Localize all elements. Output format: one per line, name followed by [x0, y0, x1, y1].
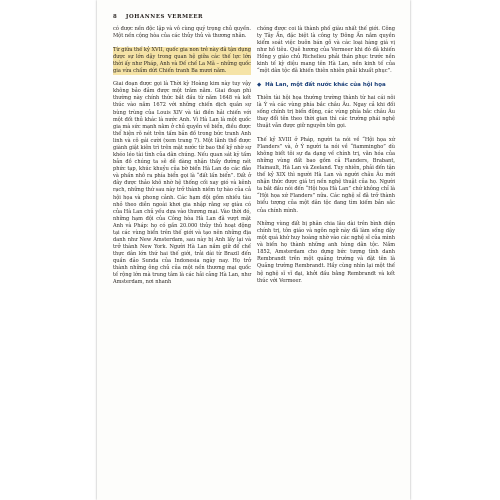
paragraph: Thế kỷ XVIII ở Pháp, người ta nói về “Hội họa xứ Flanders” và, ở Ý người ta nói về “fiammingho” dù không biết tôi sự đa dạng về chính trị, văn hóa của những vùng đất bao gồm cả Flanders, Brabant, Hainault, Hà Lan và Zeeland. Tuy nhiên, phải đến tận thế kỷ XIX thì người Hà Lan và người châu Âu mới nhận thức được giá trị nền nghệ thuật của họ. Người ta bắt đầu nói đến “Hội họa Hà Lan” chứ không chỉ là “Hội họa xứ Flanders” nữa. Các nghệ sĩ đã trở thành biểu tượng của một dân tộc đang tìm kiếm bản sắc của chính mình.: [257, 136, 395, 214]
running-header: [113, 14, 203, 20]
paragraph: chóng được coi là thành phố giàu nhất thế giới. Công ty Tây Ấn, đặc biệt là công ty Đông Ấn nắm quyền kiểm soát việc buôn bán gỗ và các loại hàng giá vị như hồ tiêu. Quê hương của Vermeer khi đó đã khiến Hồng y giáo chủ Richelieu phải thán phục trước nền kinh tế kỳ diệu mang tên Hà Lan, nền kinh tế của “một dân tộc đã khiến thiên nhiên phải khuất phục”.: [257, 26, 395, 75]
book-page: [97, 0, 410, 500]
paragraph: Thiên tài hội họa thường trường thành từ hai cái nôi là Ý và các vùng phía bắc châu Âu. Ngay cả khi đối sống chính trị biến động, các vùng phía bắc châu Âu thay đổi tên theo thời gian thì các trường phái nghệ thuật vẫn được giữ nguyên tên gọi.: [257, 94, 395, 130]
right-column: [257, 26, 395, 285]
diamond-bullet-icon: ◆: [257, 81, 262, 88]
section-title: Hà Lan, một đất nước khác của hội họa: [265, 81, 386, 88]
left-column: [113, 26, 251, 287]
paragraph: Từ giữa thế kỷ XVII, quốc gia non trẻ này đã tận dụng được sự lớn dậy trong quan hệ giữa các thế lực lớn thời ấy như Pháp, Anh và Đế chế La Mã – những quốc gia vừa chấm dứt Chiến tranh Ba mươi năm.: [113, 46, 251, 74]
paragraph: Giai đoạn được gọi là Thời kỳ Hoàng kim này tuy vậy không bảo đảm được một trăm năm. Giai đoạn phì thường này chính thức bắt đầu từ năm 1648 và kết thúc vào năm 1672 với những chiến dịch quân sự bùng trùng của Louis XIV và tài điền hải chiến với một đối thủ khác là nước Anh. Vì Hà Lan là một quốc gia mà sức mạnh nằm ở chủ quyền về biển, điều được thể hiện rõ nét trên tấm bản đồ trong bức tranh Anh linh và cô gái cười (xem trang 7). Một lãnh thổ được giành giật kiên trì trên mặt nước từ bao thế kỷ nhờ sự khéo léo tài tình của dân chúng. Nếu quan sát kỹ tấm bản đồ chúng ta sẽ dễ dàng nhận thấy đường nét phức tạp, khúc khuỷu của bờ biển Hà Lan do các đảo và phần nhô ra phía biển gọi là “đất lấn biển”. Đất ở đây được thảo khô nhờ hệ thống cối xay gió và kênh rạch, những thứ sau này trở thành niềm tự hào của cả hội họa và phong cảnh. Các hạm đội gồm nhiều tàu nhỏ theo diễn ngoài khơi gia nhập rằng sự giàu có của Hà Lan chủ yếu dựa vào thương mại. Vào thời đó, những hạm đội của Công hòa Hà Lan đã vượt mặt Anh và Pháp: họ có gần 20.000 thủy thủ hoạt động tại các vùng biển trên thế giới và tạo nên những địa danh như New Amsterdam, sau này bị Anh lấy lại và trở thành New York. Người Hà Lan nắm giữ để chế thực dân lớn thứ hai thế giới, trải dài từ Brazil đến quần đảo Sunda của Indonesia ngày nay. Họ trở thành những ông chủ của một nền thương mại quốc tế rộng lớn mà trung tâm là các hải cảng Hà Lan, như Amsterdam, nơi nhanh: [113, 81, 251, 286]
paragraph: Những vùng đất bị phân chia lâu dài trên bình diện chính trị, tôn giáo và ngôn ngữ này đã làm sống dậy một quá khứ huy hoàng nhờ vào các nghệ sĩ của mình và biến họ thành những anh hùng dân tộc. Năm 1852, Amsterdam cho dựng bức tượng tính danh Rembrandt trên một quảng trường và đặt tên là Quảng trường Rembrandt. Hầy cùng nhìn lại một thế hệ nghệ sĩ vĩ đại, khởi đầu bằng Rembrandt và kết thúc với Vermeer.: [257, 220, 395, 284]
section-heading: [257, 82, 395, 89]
paragraph: có được nền độc lập và vô cùng quý trọng chủ quyền. Một nền cộng hòa của các thủy thủ và thương nhân.: [113, 26, 251, 40]
page-number: 8: [113, 14, 118, 20]
running-title: JOHANNES VERMEER: [125, 14, 204, 20]
